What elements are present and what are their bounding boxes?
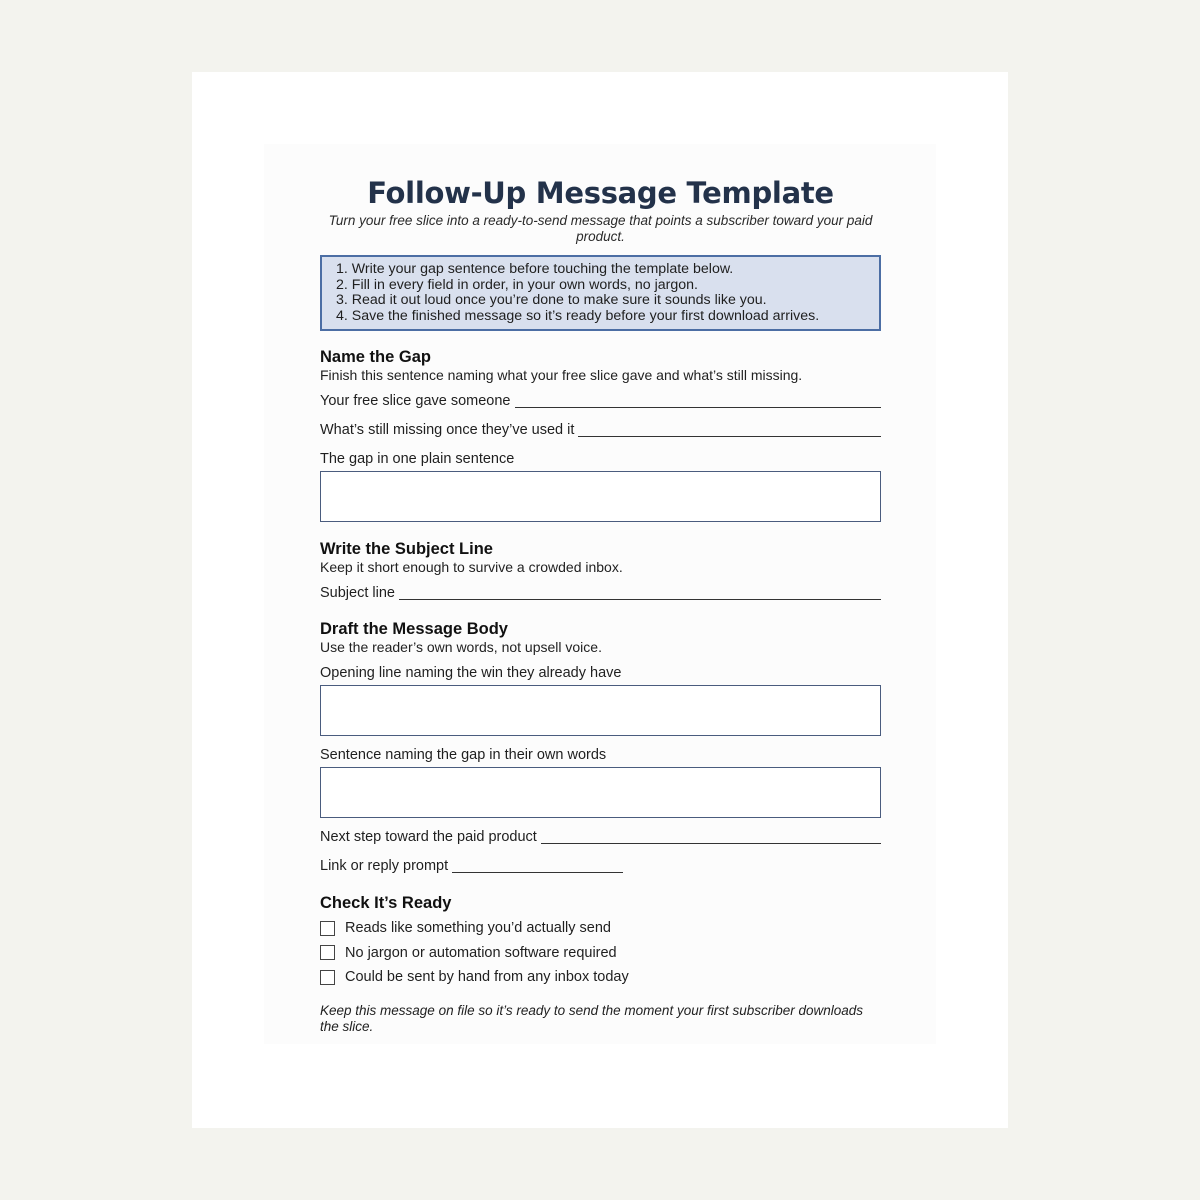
checklist-item — [320, 965, 881, 990]
checklist-item — [320, 916, 881, 941]
checkbox[interactable] — [320, 921, 335, 936]
checklist-item-label: No jargon or automation software required — [345, 944, 617, 961]
field-label: Opening line naming the win they already have — [320, 665, 622, 681]
field-subject-line — [320, 585, 881, 602]
gap-sentence-box[interactable] — [320, 471, 881, 522]
field-label: Link or reply prompt — [320, 858, 449, 874]
field-label: The gap in one plain sentence — [320, 451, 515, 467]
section-subject-line — [320, 539, 881, 602]
section-description: Use the reader’s own words, not upsell voice. — [320, 639, 602, 655]
section-name-the-gap — [320, 347, 881, 522]
checkbox[interactable] — [320, 945, 335, 960]
field-link-prompt — [320, 858, 881, 875]
instruction-item: 3. Read it out loud once you’re done to make sure it sounds like you. — [336, 292, 767, 308]
section-heading: Write the Subject Line — [320, 540, 493, 558]
checkbox[interactable] — [320, 970, 335, 985]
instruction-item: 1. Write your gap sentence before touching the template below. — [336, 261, 734, 277]
field-next-step — [320, 829, 881, 846]
section-check-ready — [320, 893, 881, 990]
footer-note: Keep this message on file so it’s ready to send the moment your first subscriber downloads the slice. — [320, 1002, 864, 1034]
free-slice-gave-blank[interactable] — [515, 393, 882, 408]
field-label: Subject line — [320, 585, 395, 601]
section-description: Keep it short enough to survive a crowded inbox. — [320, 559, 623, 575]
checklist-item — [320, 941, 881, 966]
page-title: Follow-Up Message Template — [367, 176, 834, 210]
section-message-body — [320, 619, 881, 875]
instruction-item: 4. Save the finished message so it’s ready before your first download arrives. — [336, 307, 820, 324]
checklist — [320, 916, 881, 990]
instruction-item: 2. Fill in every field in order, in your own words, no jargon. — [336, 276, 698, 293]
section-heading: Name the Gap — [320, 348, 431, 366]
field-label: What’s still missing once they’ve used it — [320, 422, 575, 438]
gap-in-their-words-box[interactable] — [320, 767, 881, 818]
subject-line-blank[interactable] — [399, 585, 881, 600]
opening-line-box[interactable] — [320, 685, 881, 736]
page-subtitle: Turn your free slice into a ready-to-send message that points a subscriber toward your paid product. — [328, 213, 873, 244]
instructions-list — [336, 262, 879, 324]
section-heading: Draft the Message Body — [320, 620, 508, 638]
still-missing-blank[interactable] — [578, 422, 881, 437]
next-step-blank[interactable] — [541, 829, 881, 844]
field-label: Sentence naming the gap in their own words — [320, 747, 607, 763]
section-description: Finish this sentence naming what your free slice gave and what’s still missing. — [320, 367, 803, 383]
section-heading: Check It’s Ready — [320, 894, 452, 912]
field-label: Your free slice gave someone — [320, 393, 511, 409]
field-still-missing — [320, 422, 881, 439]
worksheet — [320, 170, 881, 1035]
field-free-slice-gave — [320, 393, 881, 410]
field-label: Next step toward the paid product — [320, 829, 537, 845]
link-prompt-blank[interactable] — [452, 858, 623, 873]
checklist-item-label: Could be sent by hand from any inbox today — [345, 969, 629, 986]
checklist-item-label: Reads like something you’d actually send — [345, 920, 611, 937]
instructions-box — [320, 255, 881, 331]
